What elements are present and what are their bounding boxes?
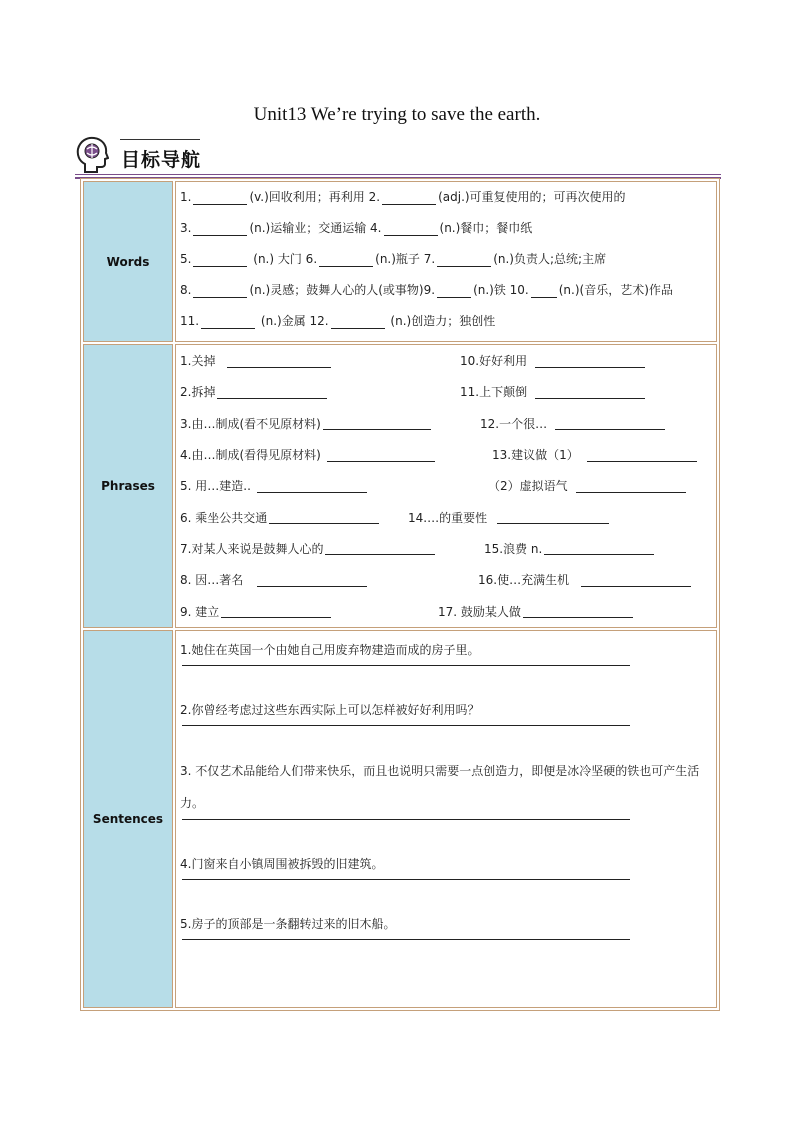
answer-blank[interactable] bbox=[257, 573, 367, 587]
answer-blank[interactable] bbox=[269, 510, 379, 524]
sentences-row bbox=[83, 630, 717, 1008]
phrase-row: 3.由…制成(看不见原材料) 12.一个很… bbox=[180, 408, 712, 439]
answer-blank[interactable] bbox=[531, 284, 557, 298]
head-brain-icon bbox=[75, 136, 109, 174]
heading-rule-thin bbox=[75, 174, 721, 175]
sentence-prompt: 5.房子的顶部是一条翻转过来的旧木船。 bbox=[180, 917, 396, 931]
phrase-row: 7.对某人来说是鼓舞人心的 15.浪费 n. bbox=[180, 533, 712, 564]
answer-blank[interactable] bbox=[576, 479, 686, 493]
phrases-row bbox=[83, 344, 717, 628]
phrase-row: 1.关掉 10.好好利用 bbox=[180, 345, 712, 376]
sentences-content bbox=[175, 630, 717, 1008]
phrases-content bbox=[175, 344, 717, 628]
answer-blank[interactable] bbox=[587, 448, 697, 462]
answer-line[interactable] bbox=[182, 819, 630, 820]
answer-blank[interactable] bbox=[382, 191, 436, 205]
document-title: Unit13 We’re trying to save the earth. bbox=[253, 104, 541, 125]
answer-blank[interactable] bbox=[325, 541, 435, 555]
answer-line[interactable] bbox=[182, 879, 630, 880]
answer-line[interactable] bbox=[182, 665, 630, 666]
answer-blank[interactable] bbox=[555, 416, 665, 430]
answer-blank[interactable] bbox=[437, 284, 471, 298]
phrases-label: Phrases bbox=[83, 344, 173, 628]
words-line: 5. (n.) 大门 6. (n.)瓶子 7. (n.)负责人;总统;主席 bbox=[180, 252, 607, 266]
section-heading: 目标导航 bbox=[121, 149, 202, 171]
sentence-prompt: 2.你曾经考虑过这些东西实际上可以怎样被好好利用吗？ bbox=[180, 703, 480, 717]
answer-blank[interactable] bbox=[201, 315, 255, 329]
answer-blank[interactable] bbox=[221, 604, 331, 618]
words-label: Words bbox=[83, 181, 173, 342]
answer-blank[interactable] bbox=[193, 284, 247, 298]
heading-top-line bbox=[120, 139, 200, 140]
words-content bbox=[175, 181, 717, 342]
phrase-row: 6. 乘坐公共交通 14.…的重要性 bbox=[180, 501, 712, 532]
answer-blank[interactable] bbox=[323, 416, 431, 430]
answer-blank[interactable] bbox=[523, 604, 633, 618]
phrase-row: 5. 用…建造.. （2）虚拟语气 bbox=[180, 470, 712, 501]
phrase-row: 9. 建立 17. 鼓励某人做 bbox=[180, 595, 712, 626]
answer-blank[interactable] bbox=[193, 253, 247, 267]
section-header bbox=[75, 134, 721, 180]
answer-blank[interactable] bbox=[437, 253, 491, 267]
answer-blank[interactable] bbox=[544, 541, 654, 555]
answer-blank[interactable] bbox=[193, 222, 247, 236]
answer-blank[interactable] bbox=[327, 448, 435, 462]
answer-blank[interactable] bbox=[535, 354, 645, 368]
words-line: 1. (v.)回收利用；再利用 2. (adj.)可重复使用的；可再次使用的 bbox=[180, 190, 626, 204]
answer-blank[interactable] bbox=[535, 385, 645, 399]
words-row bbox=[83, 181, 717, 342]
answer-blank[interactable] bbox=[193, 191, 247, 205]
phrase-row: 2.拆掉 11.上下颠倒 bbox=[180, 376, 712, 407]
answer-blank[interactable] bbox=[581, 573, 691, 587]
answer-blank[interactable] bbox=[497, 510, 609, 524]
answer-blank[interactable] bbox=[331, 315, 385, 329]
phrase-row: 4.由…制成(看得见原材料) 13.建议做（1） bbox=[180, 439, 712, 470]
sentence-prompt: 1.她住在英国一个由她自己用废弃物建造而成的房子里。 bbox=[180, 643, 480, 657]
answer-blank[interactable] bbox=[384, 222, 438, 236]
words-line: 8. (n.)灵感；鼓舞人心的人(或事物)9. (n.)铁 10. (n.)(音乐，艺术)作品 bbox=[180, 283, 673, 297]
sentences-label: Sentences bbox=[83, 630, 173, 1008]
sentence-prompt: 4.门窗来自小镇周围被拆毁的旧建筑。 bbox=[180, 857, 384, 871]
words-line: 11. (n.)金属 12. (n.)创造力；独创性 bbox=[180, 314, 496, 328]
words-line: 3. (n.)运输业；交通运输 4. (n.)餐巾；餐巾纸 bbox=[180, 221, 533, 235]
answer-blank[interactable] bbox=[217, 385, 327, 399]
answer-blank[interactable] bbox=[227, 354, 331, 368]
answer-blank[interactable] bbox=[319, 253, 373, 267]
answer-line[interactable] bbox=[182, 939, 630, 940]
sentence-prompt: 3. 不仅艺术品能给人们带来快乐，而且也说明只需要一点创造力，即便是冰冷坚硬的铁也可产生活力。 bbox=[180, 764, 700, 810]
answer-blank[interactable] bbox=[257, 479, 367, 493]
phrase-row: 8. 因…著名 16.使…充满生机 bbox=[180, 564, 712, 595]
worksheet-table bbox=[80, 178, 720, 1011]
answer-line[interactable] bbox=[182, 725, 630, 726]
